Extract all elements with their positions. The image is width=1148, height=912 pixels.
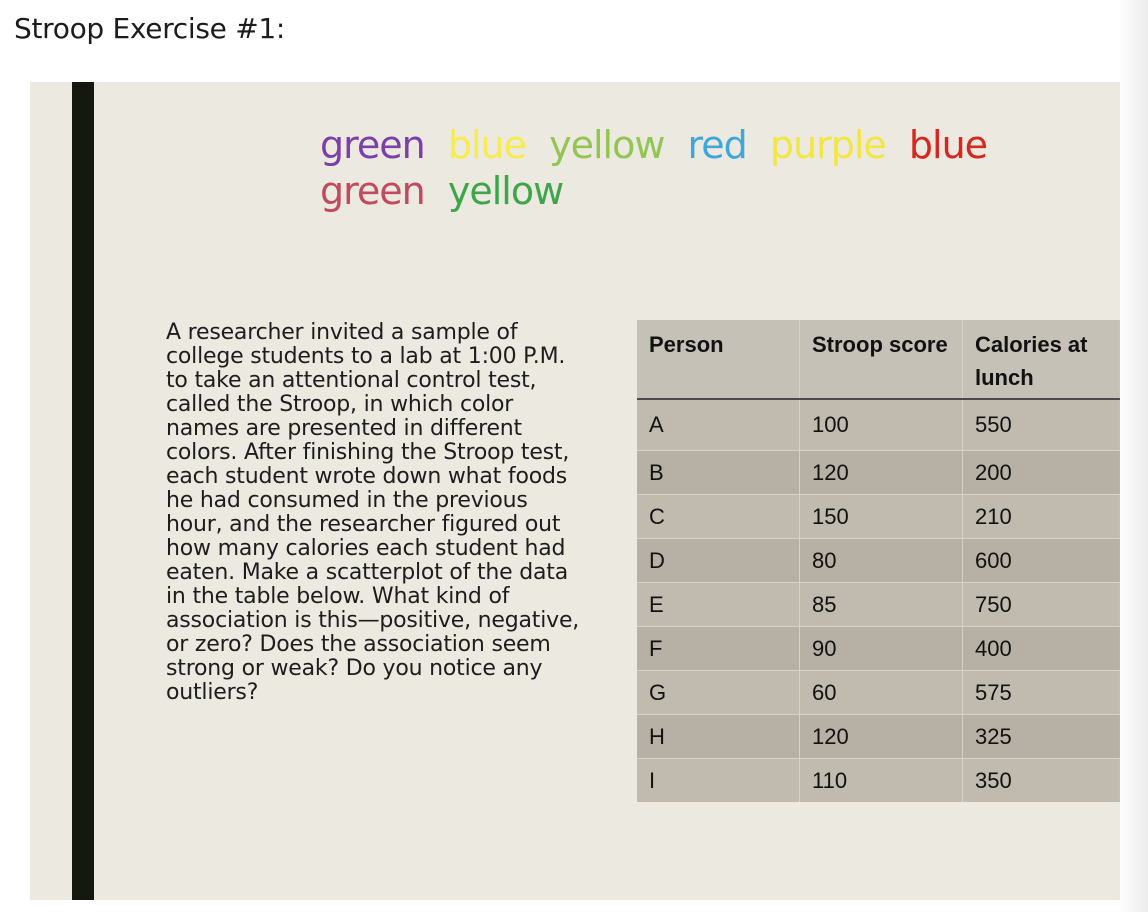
- cell-person: I: [637, 759, 800, 803]
- exercise-prompt: A researcher invited a sample of college students to a lab at 1:00 P.M. to take an attentional control test, called the Stroop, in which color names are presented in different colors. After finishing the Stroop test, each student wrote down what foods he had consumed in the previous hour, and the researcher figured out how many calories each student had eaten. Make a scatterplot of the data in the table below. What kind of association is this—positive, negative, or zero? Does the association seem strong or weak? Do you notice any outliers?: [166, 320, 580, 705]
- table-row: [637, 671, 1120, 715]
- data-table: [637, 320, 1120, 802]
- stroop-word: yellow: [549, 123, 665, 167]
- column-header: Person: [637, 320, 800, 399]
- cell-person: D: [637, 539, 800, 583]
- page-edge-shadow: [1118, 0, 1148, 912]
- table-row: [637, 399, 1120, 451]
- slide-accent-bar: [72, 82, 94, 900]
- column-header: Stroop score: [800, 320, 963, 399]
- stroop-word: red: [687, 123, 747, 167]
- slide-image: [30, 82, 1120, 900]
- cell-person: B: [637, 451, 800, 495]
- cell-stroop: 120: [800, 715, 963, 759]
- stroop-word-list: [320, 122, 1040, 214]
- cell-person: C: [637, 495, 800, 539]
- cell-calories: 400: [963, 627, 1121, 671]
- stroop-word: yellow: [447, 169, 564, 213]
- cell-calories: 750: [963, 583, 1121, 627]
- table-row: [637, 583, 1120, 627]
- cell-stroop: 80: [800, 539, 963, 583]
- cell-calories: 575: [963, 671, 1121, 715]
- cell-person: A: [637, 399, 800, 451]
- stroop-word: blue: [447, 123, 527, 167]
- stroop-word: green: [320, 123, 425, 167]
- table-row: [637, 451, 1120, 495]
- cell-stroop: 60: [800, 671, 963, 715]
- cell-person: F: [637, 627, 800, 671]
- cell-person: H: [637, 715, 800, 759]
- table-row: [637, 759, 1120, 803]
- table-row: [637, 495, 1120, 539]
- cell-stroop: 110: [800, 759, 963, 803]
- stroop-word: purple: [769, 123, 886, 167]
- cell-calories: 350: [963, 759, 1121, 803]
- cell-stroop: 100: [800, 399, 963, 451]
- cell-calories: 550: [963, 399, 1121, 451]
- cell-person: G: [637, 671, 800, 715]
- cell-calories: 210: [963, 495, 1121, 539]
- column-header: Calories at lunch: [963, 320, 1121, 399]
- table-row: [637, 715, 1120, 759]
- cell-calories: 325: [963, 715, 1121, 759]
- cell-stroop: 150: [800, 495, 963, 539]
- cell-stroop: 90: [800, 627, 963, 671]
- cell-person: E: [637, 583, 800, 627]
- table-row: [637, 539, 1120, 583]
- page-title: Stroop Exercise #1:: [14, 12, 286, 45]
- cell-calories: 200: [963, 451, 1121, 495]
- cell-stroop: 85: [800, 583, 963, 627]
- cell-calories: 600: [963, 539, 1121, 583]
- table-row: [637, 627, 1120, 671]
- cell-stroop: 120: [800, 451, 963, 495]
- stroop-word: green: [320, 169, 425, 213]
- stroop-word: blue: [908, 123, 988, 167]
- table-header-row: [637, 320, 1120, 399]
